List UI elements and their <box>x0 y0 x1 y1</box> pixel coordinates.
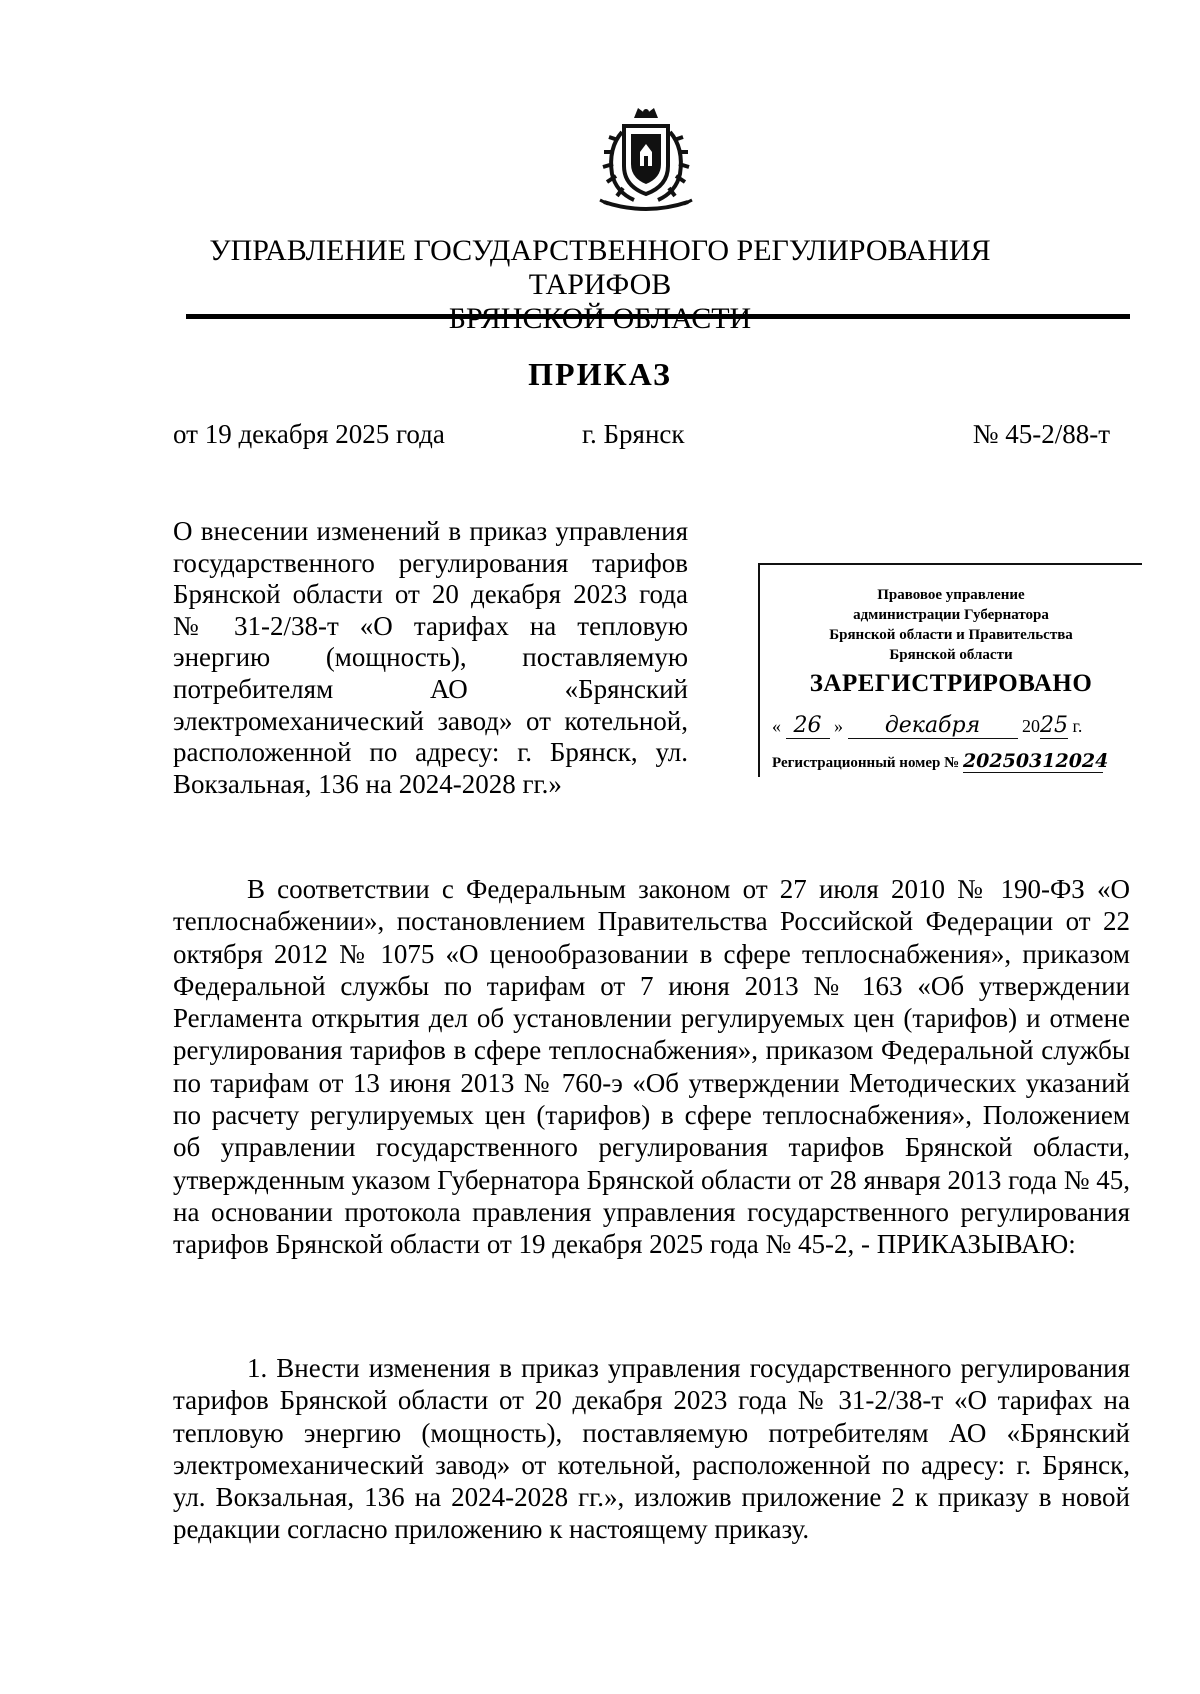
order-item-1: 1. Внести изменения в приказ управления государственного регулирования тарифов Брянской области от 20 декабря 2023 года № 31-2/38-т «О тарифах на тепловую энергию (мощность), поставляемую потребителям АО «Брянский электромеханический завод» от котельной, расположенной по адресу: г. Брянск, ул. Вокзальная, 136 на 2024-2028 гг.», изложив приложение 2 к приказу в новой редакции согласно приложению к настоящему приказу. <box>173 1353 1130 1545</box>
stamp-status: ЗАРЕГИСТРИРОВАНО <box>809 670 1093 697</box>
stamp-organization <box>760 585 1142 665</box>
preamble-paragraph: В соответствии с Федеральным законом от 27 июля 2010 № 190-ФЗ «О теплоснабжении», постановлением Правительства Российской Федерации от 22 октября 2012 № 1075 «О ценообразовании в сфере теплоснабжения», приказом Федеральной службы по тарифам от 7 июня 2013 № 163 «Об утверждении Регламента открытия дел об установлении регулируемых цен (тарифов) и отмене регулирования тарифов в сфере теплоснабжения», приказом Федеральной службы по тарифам от 13 июня 2013 № 760-э «Об утверждении Методических указаний по расчету регулируемых цен (тарифов) в сфере теплоснабжения», Положением об управлении государственного регулирования тарифов Брянской области, утвержденным указом Губернатора Брянской области от 28 января 2013 года № 45, на основании протокола правления управления государственного регулирования тарифов Брянской области от 19 декабря 2025 года № 45-2, - ПРИКАЗЫВАЮ: <box>173 874 1130 1260</box>
document-date: от 19 декабря 2025 года <box>173 419 445 449</box>
authority-line-1: УПРАВЛЕНИЕ ГОСУДАРСТВЕННОГО РЕГУЛИРОВАНИЯ ТАРИФОВ <box>209 234 991 301</box>
stamp-reg-number: 20250312024 <box>962 750 1109 772</box>
stamp-month: декабря <box>848 713 1018 739</box>
stamp-date <box>772 713 1132 739</box>
stamp-registration-number <box>772 750 1140 773</box>
authority-line-2 <box>140 302 1060 336</box>
stamp-quote-close: » <box>834 716 843 736</box>
registration-stamp <box>758 563 1142 777</box>
document-title: ПРИКАЗ <box>528 356 672 392</box>
bryansk-coat-of-arms-icon <box>594 104 698 216</box>
stamp-quote-open: « <box>772 716 781 736</box>
stamp-year-unit: г. <box>1072 716 1083 736</box>
stamp-org-line-1: Правовое управление <box>877 587 1025 603</box>
stamp-year-prefix: 20 <box>1022 716 1040 736</box>
stamp-year-suffix: 25 <box>1040 713 1068 738</box>
issuing-authority <box>140 234 1060 336</box>
stamp-reg-label: Регистрационный номер № <box>772 755 960 771</box>
document-number: № 45-2/88-т <box>972 419 1110 449</box>
stamp-day: 26 <box>786 713 830 739</box>
stamp-org-line-2: администрации Губернатора <box>853 607 1049 623</box>
stamp-org-line-3: Брянской области и Правительства <box>829 627 1073 643</box>
header-divider <box>186 314 1130 319</box>
document-city: г. Брянск <box>582 419 685 449</box>
order-subject: О внесении изменений в приказ управления государственного регулирования тарифов Брянской области от 20 декабря 2023 года № 31-2/38-т «О тарифах на тепловую энергию (мощность), поставляемую потребителям АО «Брянский электромеханический завод» от котельной, расположенной по адресу: г. Брянск, ул. Вокзальная, 136 на 2024-2028 гг.» <box>173 516 688 799</box>
stamp-org-line-4: Брянской области <box>889 647 1013 663</box>
